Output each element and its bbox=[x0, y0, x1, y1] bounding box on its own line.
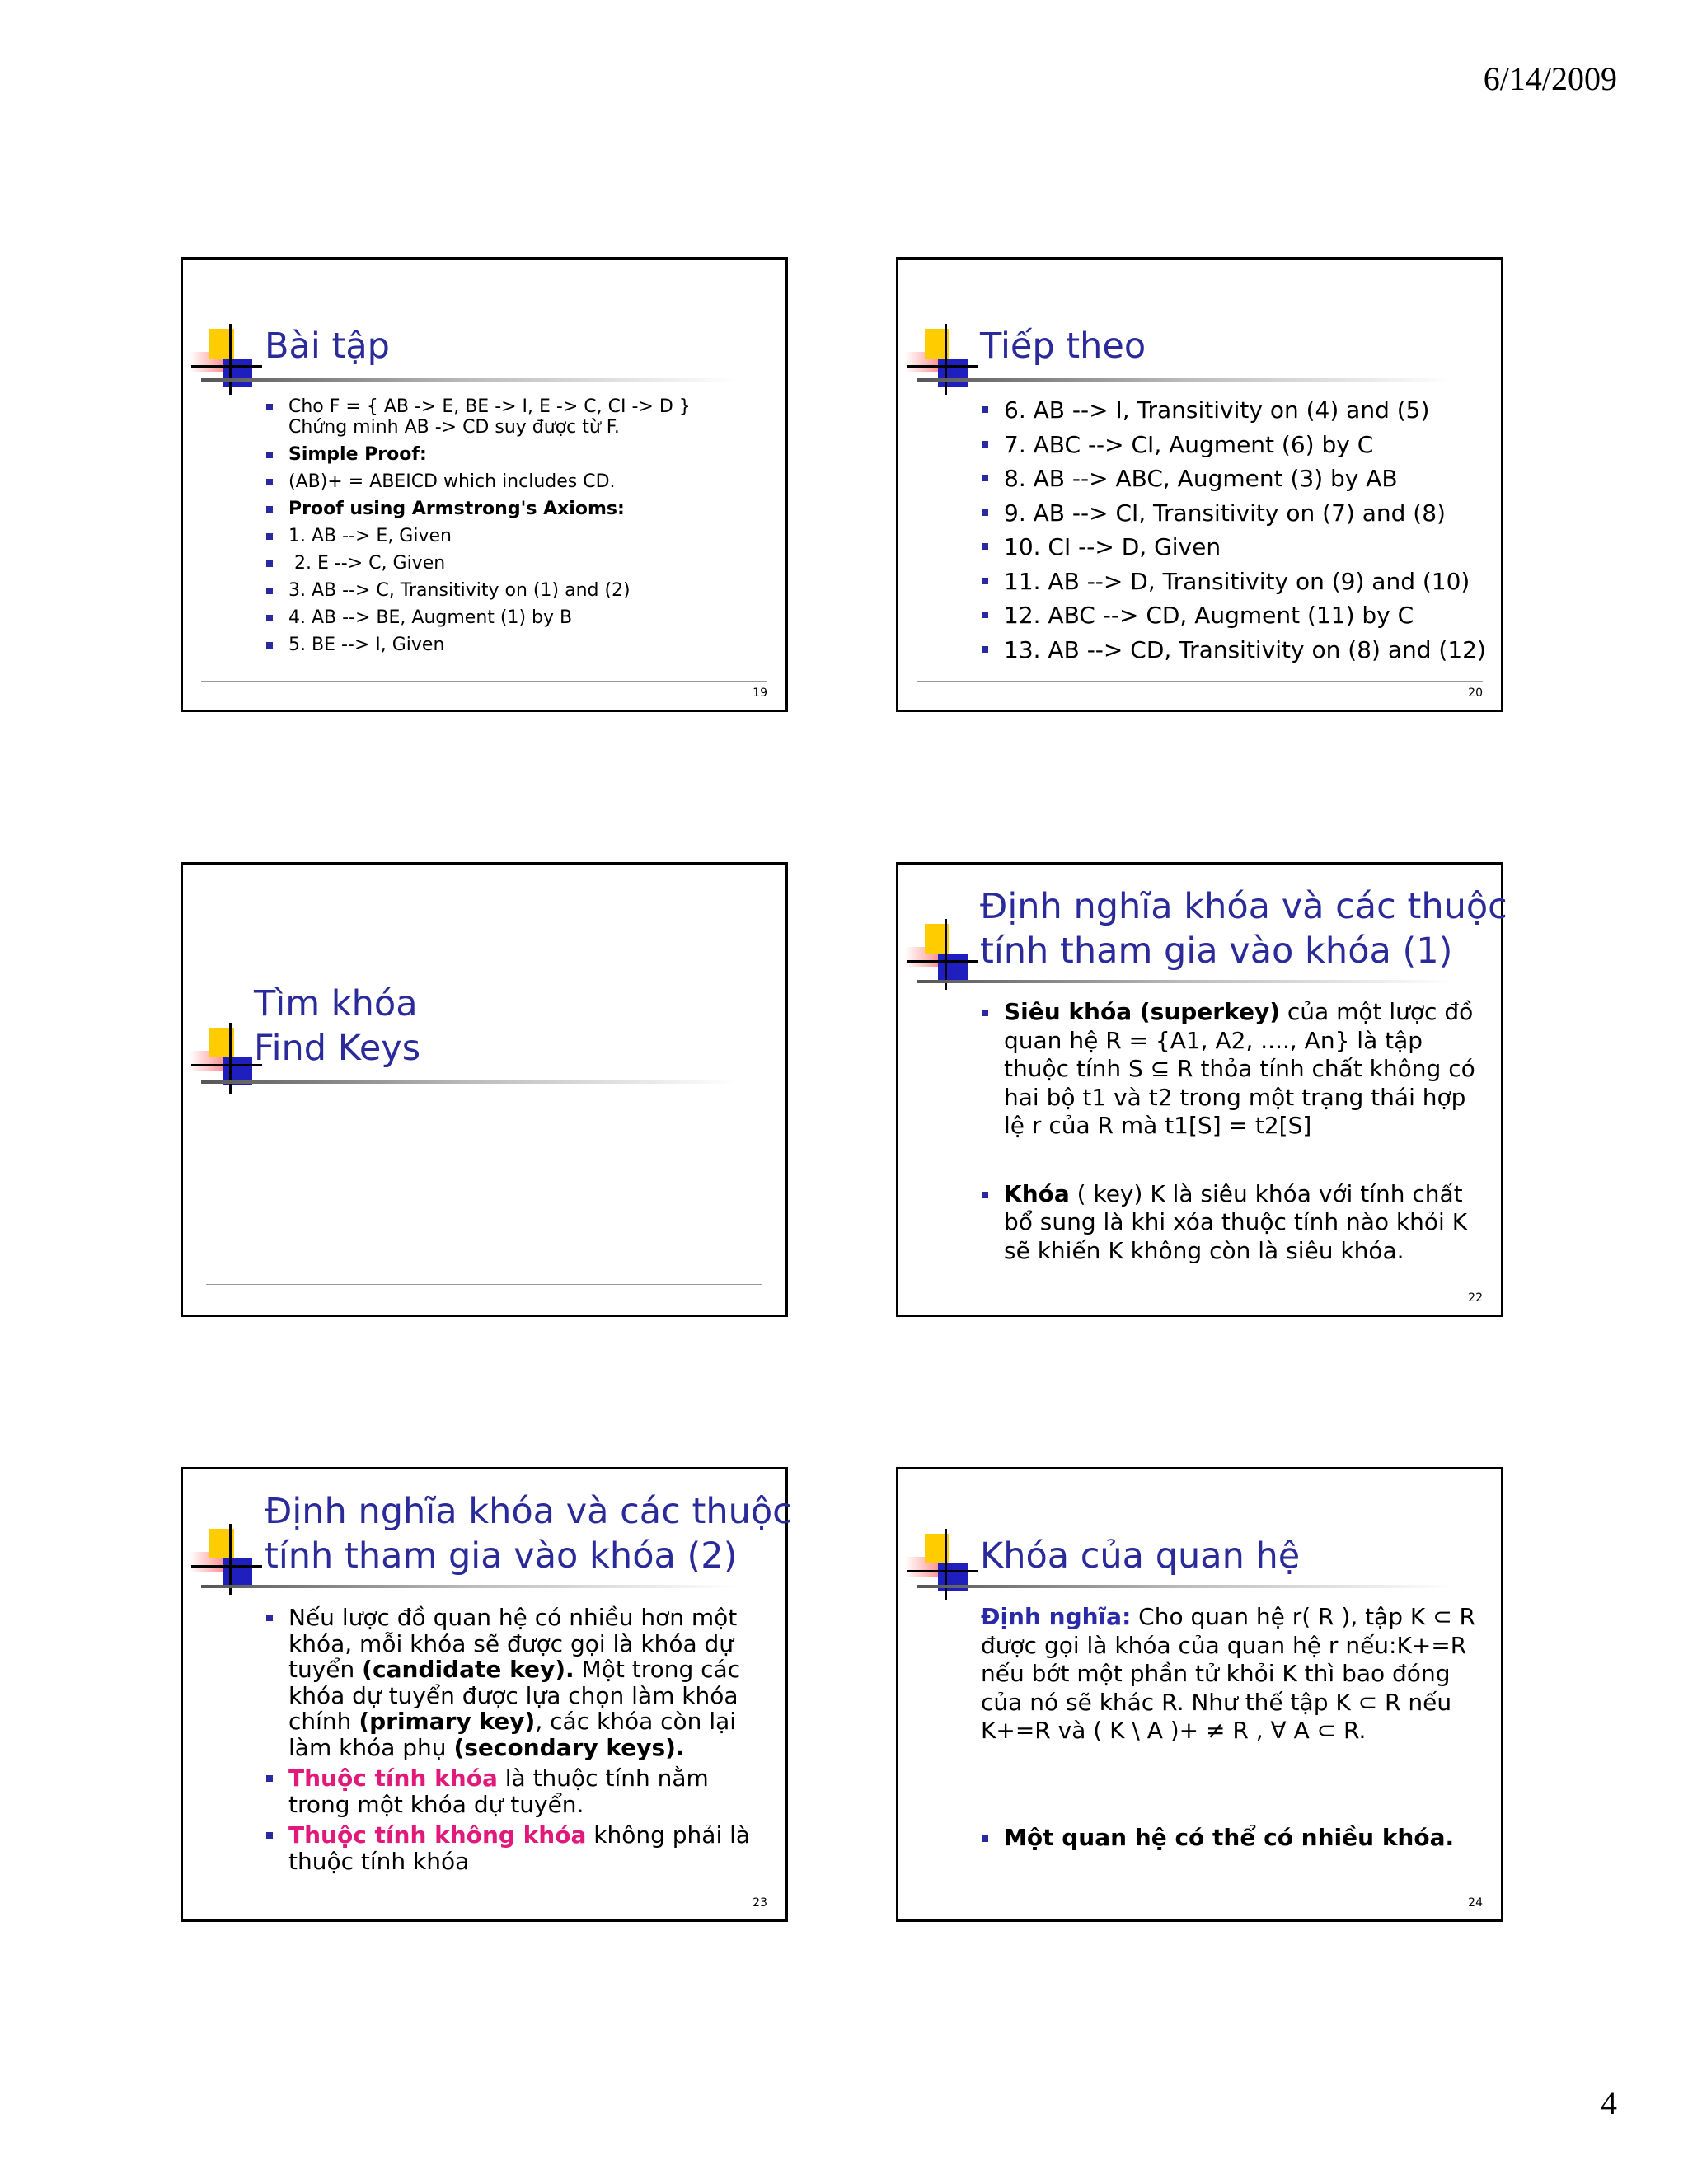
title-underline bbox=[201, 1585, 737, 1588]
slide-bai-tap bbox=[181, 257, 788, 712]
list-item: 7. ABC --> CI, Augment (6) by C bbox=[982, 428, 1493, 462]
list-item: 6. AB --> I, Transitivity on (4) and (5) bbox=[982, 393, 1493, 428]
slide-number: 23 bbox=[753, 1896, 767, 1910]
list-item: Siêu khóa (superkey) của một lược đồ quan hệ R = {A1, A2, ...., An} là tập thuộc tính S ⊆ R thỏa tính chất không có hai bộ t1 và t2 trong một trạng thái hợp lệ r của R mà t1[S] = t2[S] bbox=[982, 998, 1476, 1141]
slide-title: Khóa của quan hệ bbox=[980, 1535, 1301, 1577]
slide-tiep-theo bbox=[896, 257, 1503, 712]
list-item: 10. CI --> D, Given bbox=[982, 530, 1493, 565]
slide-title: Tìm khóa bbox=[254, 983, 418, 1024]
slide-decoration-icon bbox=[190, 329, 264, 403]
list-item: Simple Proof: bbox=[266, 444, 761, 465]
list-item: Thuộc tính không khóa không phải là thuộc tính khóa bbox=[266, 1822, 761, 1874]
list-item: Nếu lược đồ quan hệ có nhiều hơn một khóa, mỗi khóa sẽ được gọi là khóa dự tuyển (candidate key). Một trong các khóa dự tuyển được lựa chọn làm khóa chính (primary key), các khóa còn lại làm khóa phụ (secondary keys). bbox=[266, 1605, 761, 1760]
list-item: Khóa ( key) K là siêu khóa với tính chất bổ sung là khi xóa thuộc tính nào khỏi K sẽ khiến K không còn là siêu khóa. bbox=[982, 1180, 1476, 1266]
slide-number: 19 bbox=[753, 687, 767, 700]
slide-khoa-cua-quan-he bbox=[896, 1467, 1503, 1922]
slide-title: Định nghĩa khóa và các thuộc bbox=[980, 886, 1507, 927]
list-item: 5. BE --> I, Given bbox=[266, 635, 761, 655]
bullet-list bbox=[982, 998, 1476, 1265]
list-item: 3. AB --> C, Transitivity on (1) and (2) bbox=[266, 580, 761, 601]
slide-footer-rule bbox=[201, 681, 767, 682]
slide-title: Định nghĩa khóa và các thuộc bbox=[265, 1491, 792, 1532]
non-key-attribute-term: Thuộc tính không khóa bbox=[288, 1821, 587, 1849]
list-item: 2. E --> C, Given bbox=[266, 553, 761, 574]
slide-dinh-nghia-khoa-2 bbox=[181, 1467, 792, 1922]
list-item: 8. AB --> ABC, Augment (3) by AB bbox=[982, 462, 1493, 496]
bullet-list bbox=[266, 396, 761, 662]
slide-number: 22 bbox=[1468, 1291, 1483, 1305]
title-underline bbox=[201, 1080, 737, 1084]
slide-title: Tiếp theo bbox=[980, 326, 1146, 367]
definition-paragraph: Định nghĩa: Cho quan hệ r( R ), tập K ⊂ R được gọi là khóa của quan hệ r nếu:K+=R nếu bớt một phần tử khỏi K thì bao đóng của nó sẽ khác R. Như thế tập K ⊂ R nếu K+=R và ( K \ A )+ ≠ R , ∀ A ⊂ R. bbox=[981, 1603, 1476, 1744]
definition-label: Định nghĩa: bbox=[981, 1603, 1132, 1630]
slide-title: Bài tập bbox=[265, 326, 390, 367]
bullet-list bbox=[982, 1824, 1476, 1853]
key-term: Khóa bbox=[1004, 1179, 1070, 1207]
slide-decoration-icon bbox=[190, 1529, 264, 1603]
bullet-list bbox=[266, 1605, 761, 1874]
slide-footer-rule bbox=[206, 1284, 762, 1285]
slide-footer-rule bbox=[917, 681, 1483, 682]
list-item: Proof using Armstrong's Axioms: bbox=[266, 499, 761, 519]
list-item: 12. ABC --> CD, Augment (11) by C bbox=[982, 598, 1493, 633]
page-number: 4 bbox=[1601, 2084, 1617, 2121]
list-item: 13. AB --> CD, Transitivity on (8) and (12) bbox=[982, 633, 1493, 668]
list-item: (AB)+ = ABEICD which includes CD. bbox=[266, 471, 761, 492]
slide-subtitle: Find Keys bbox=[254, 1028, 421, 1069]
list-item: 4. AB --> BE, Augment (1) by B bbox=[266, 607, 761, 628]
slide-decoration-icon bbox=[905, 1534, 979, 1608]
title-underline bbox=[917, 980, 1452, 983]
slide-tim-khoa bbox=[181, 862, 788, 1317]
title-underline bbox=[917, 1585, 1452, 1588]
key-attribute-term: Thuộc tính khóa bbox=[288, 1765, 498, 1792]
slide-decoration-icon bbox=[190, 1028, 264, 1102]
bullet-list bbox=[982, 393, 1493, 667]
title-underline bbox=[201, 378, 737, 382]
slide-title-line2: tính tham gia vào khóa (1) bbox=[980, 930, 1453, 972]
list-item: Thuộc tính khóa là thuộc tính nằm trong một khóa dự tuyển. bbox=[266, 1765, 761, 1817]
slide-decoration-icon bbox=[905, 329, 979, 403]
slide-dinh-nghia-khoa-1 bbox=[896, 862, 1507, 1317]
title-underline bbox=[917, 378, 1452, 382]
slide-number: 20 bbox=[1468, 687, 1483, 700]
slide-title-line2: tính tham gia vào khóa (2) bbox=[265, 1535, 738, 1577]
list-item: 1. AB --> E, Given bbox=[266, 526, 761, 546]
list-item: 9. AB --> CI, Transitivity on (7) and (8) bbox=[982, 496, 1493, 531]
list-item: Một quan hệ có thể có nhiều khóa. bbox=[982, 1824, 1476, 1853]
slide-number: 24 bbox=[1468, 1896, 1483, 1910]
slide-decoration-icon bbox=[905, 924, 979, 998]
list-item: Cho F = { AB -> E, BE -> I, E -> C, CI -> D } Chứng minh AB -> CD suy được từ F. bbox=[266, 396, 761, 438]
list-item: 11. AB --> D, Transitivity on (9) and (10) bbox=[982, 565, 1493, 599]
page-date: 6/14/2009 bbox=[1483, 60, 1617, 97]
superkey-term: Siêu khóa (superkey) bbox=[1004, 998, 1281, 1025]
